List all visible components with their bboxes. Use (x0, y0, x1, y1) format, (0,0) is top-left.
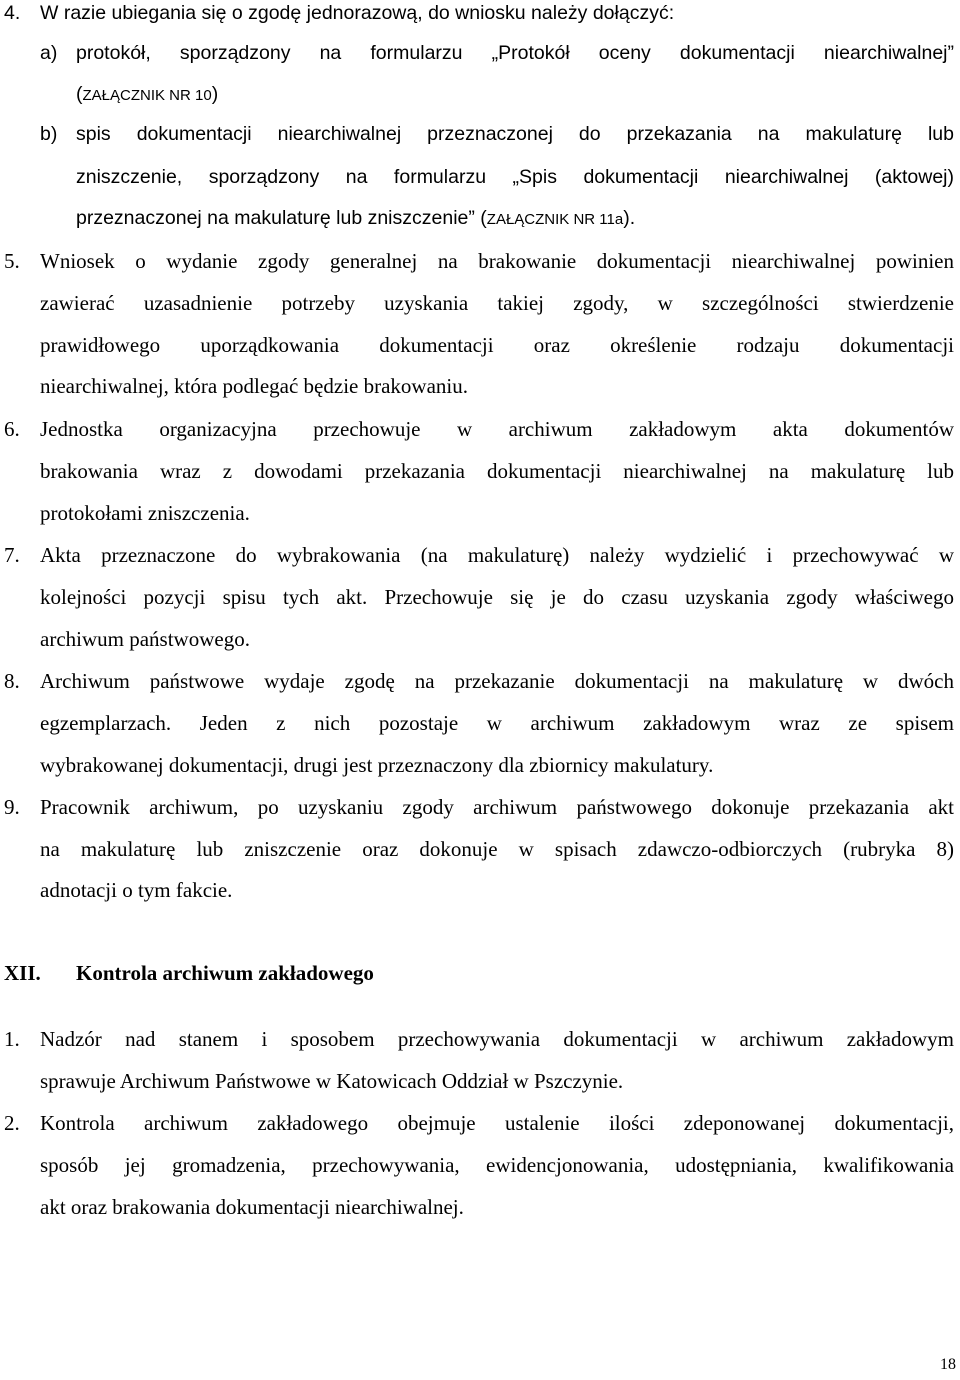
paren-close: ) (211, 83, 219, 105)
item-5-line-4: niearchiwalnej, która podlegać będzie brakowaniu. (40, 374, 468, 398)
item-4a-line-1: protokół, sporządzony na formularzu „Protokół oceny dokumentacji niearchiwalnej” (76, 42, 954, 64)
item-4b-line-3-text: przeznaczonej na makulaturę lub zniszczenie” ( (76, 207, 487, 229)
section-item-2-line-1: Kontrola archiwum zakładowego obejmuje ustalenie ilości zdeponowanej dokumentacji, (40, 1111, 954, 1135)
item-9-line-3: adnotacji o tym fakcie. (40, 878, 233, 902)
item-5-line-2: zawierać uzasadnienie potrzeby uzyskania takiej zgody, w szczególności stwierdzenie (40, 291, 954, 315)
section-number: XII. (4, 961, 41, 985)
attachment-ref-11a: ZAŁĄCZNIK NR 11a (486, 211, 624, 228)
section-title: Kontrola archiwum zakładowego (76, 961, 374, 985)
item-8-line-1: Archiwum państwowe wydaje zgodę na przekazanie dokumentacji na makulaturę w dwóch (40, 669, 954, 693)
item-4a-prefix: a) (40, 42, 58, 64)
item-6-line-2: brakowania wraz z dowodami przekazania dokumentacji niearchiwalnej na makulaturę lub (40, 459, 954, 483)
item-6-line-3: protokołami zniszczenia. (40, 501, 250, 525)
item-8-line-3: wybrakowanej dokumentacji, drugi jest przeznaczony dla zbiornicy makulatury. (40, 753, 714, 777)
item-4b-line-3-close: ). (623, 207, 636, 229)
item-9-number: 9. (4, 795, 20, 819)
item-4b-line-2: zniszczenie, sporządzony na formularzu „Spis dokumentacji niearchiwalnej (aktowej) (76, 166, 954, 188)
item-4b-prefix: b) (40, 123, 58, 145)
item-4-text: W razie ubiegania się o zgodę jednorazową, do wniosku należy dołączyć: (40, 2, 675, 24)
item-9-line-2: na makulaturę lub zniszczenie oraz dokonuje w spisach zdawczo-odbiorczych (rubryka 8) (40, 837, 954, 861)
page-number: 18 (940, 1356, 956, 1373)
section-item-2-line-3: akt oraz brakowania dokumentacji niearchiwalnej. (40, 1195, 464, 1219)
item-6-line-1: Jednostka organizacyjna przechowuje w archiwum zakładowym akta dokumentów (40, 417, 954, 441)
item-6-number: 6. (4, 417, 20, 441)
section-item-2-number: 2. (4, 1111, 20, 1135)
section-item-1-line-2: sprawuje Archiwum Państwowe w Katowicach Oddział w Pszczynie. (40, 1069, 624, 1093)
item-4a-line-2 (76, 81, 218, 109)
item-4-number: 4. (4, 2, 21, 24)
attachment-ref-10: ZAŁĄCZNIK NR 10 (82, 87, 212, 104)
paren-open: ( (76, 83, 83, 105)
item-5-line-3: prawidłowego uporządkowania dokumentacji oraz określenie rodzaju dokumentacji (40, 333, 954, 357)
item-5-line-1: Wniosek o wydanie zgody generalnej na brakowanie dokumentacji niearchiwalnej powinien (40, 249, 954, 273)
section-item-1-line-1: Nadzór nad stanem i sposobem przechowywania dokumentacji w archiwum zakładowym (40, 1027, 954, 1051)
section-item-1-number: 1. (4, 1027, 20, 1051)
item-9-line-1: Pracownik archiwum, po uzyskaniu zgody archiwum państwowego dokonuje przekazania akt (40, 795, 954, 819)
item-4b-line-3 (76, 205, 635, 233)
item-7-number: 7. (4, 543, 20, 567)
item-8-number: 8. (4, 669, 20, 693)
item-4b-line-1: spis dokumentacji niearchiwalnej przeznaczonej do przekazania na makulaturę lub (76, 123, 954, 145)
section-item-2-line-2: sposób jej gromadzenia, przechowywania, ewidencjonowania, udostępniania, kwalifikowania (40, 1153, 954, 1177)
item-7-line-3: archiwum państwowego. (40, 627, 250, 651)
item-5-number: 5. (4, 249, 20, 273)
item-7-line-1: Akta przeznaczone do wybrakowania (na makulaturę) należy wydzielić i przechowywać w (40, 543, 954, 567)
item-7-line-2: kolejności pozycji spisu tych akt. Przechowuje się je do czasu uzyskania zgody właściwego (40, 585, 954, 609)
item-8-line-2: egzemplarzach. Jeden z nich pozostaje w archiwum zakładowym wraz ze spisem (40, 711, 954, 735)
